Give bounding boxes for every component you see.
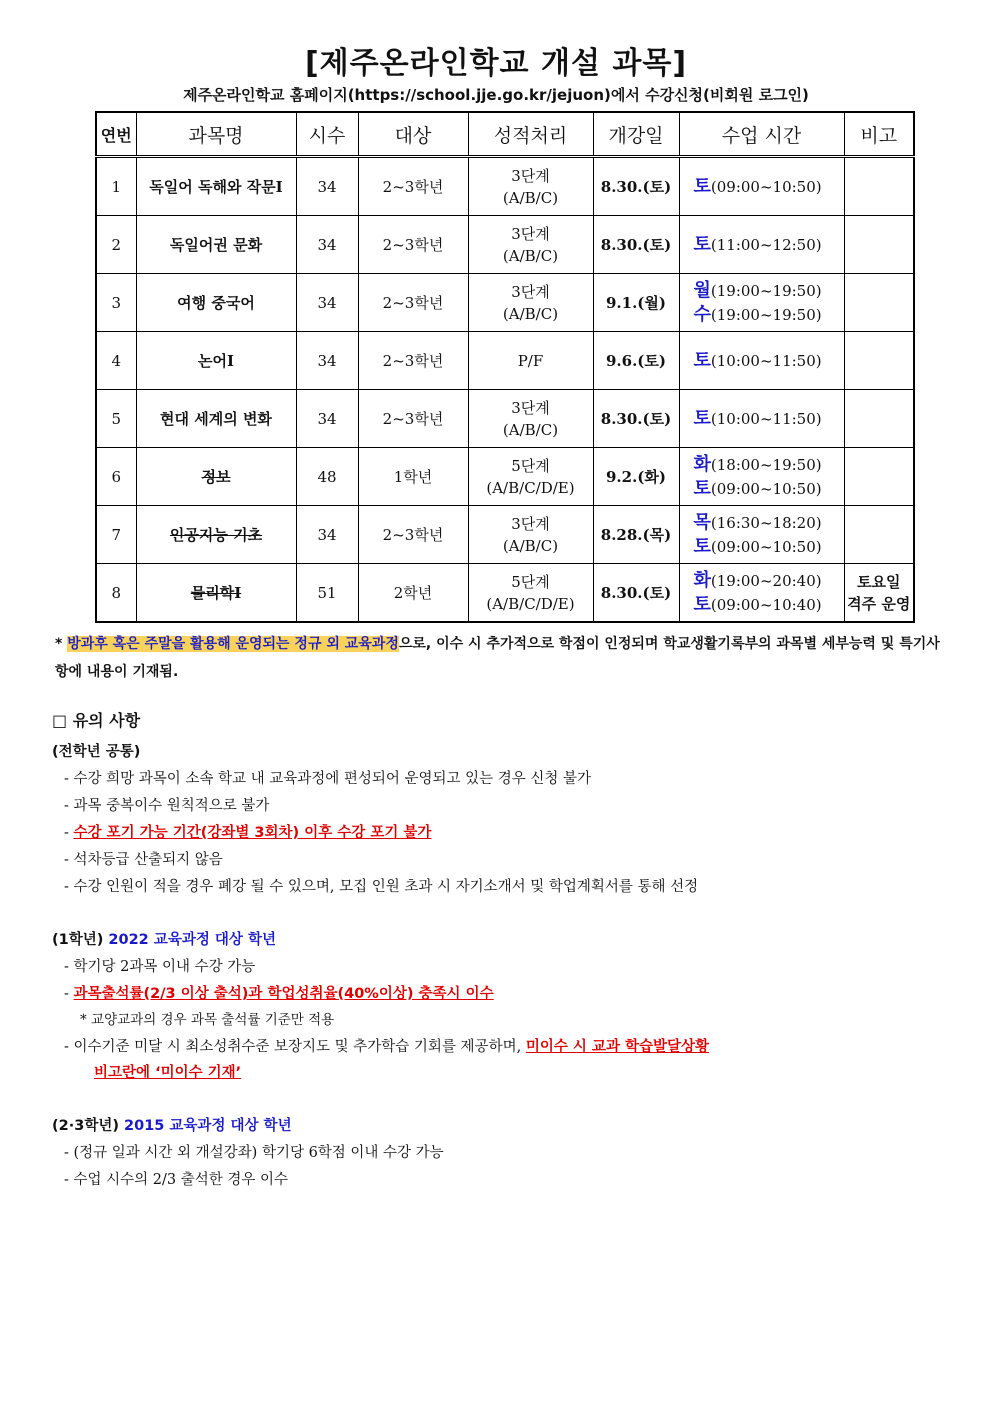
cell-hours: 34	[296, 390, 358, 448]
cell-date: 8.30.(토)	[593, 216, 679, 274]
header-note: 비고	[844, 112, 914, 157]
header-date: 개강일	[593, 112, 679, 157]
table-row	[96, 157, 914, 216]
cell-no: 6	[96, 448, 136, 506]
header-grade: 성적처리	[468, 112, 593, 157]
common-line-4: - 석차등급 산출되지 않음	[64, 852, 223, 868]
common-line-2: - 과목 중복이수 원칙적으로 불가	[64, 798, 270, 814]
cell-target: 2학년	[358, 564, 468, 623]
table-row	[96, 332, 914, 390]
cell-hours: 48	[296, 448, 358, 506]
cell-date: 9.6.(토)	[593, 332, 679, 390]
page-title: [제주온라인학교 개설 과목]	[304, 46, 688, 81]
common-line-1: - 수강 희망 과목이 소속 학교 내 교육과정에 편성되어 운영되고 있는 경우 신청 불가	[64, 771, 592, 787]
cell-grade: 3단계 (A/B/C)	[468, 274, 593, 332]
cell-target: 2~3학년	[358, 216, 468, 274]
cell-time: 화(19:00~20:40) 토(09:00~10:40)	[679, 564, 844, 623]
cell-hours: 51	[296, 564, 358, 623]
cell-name: 여행 중국어	[136, 274, 296, 332]
cell-date: 8.28.(목)	[593, 506, 679, 564]
cell-note	[844, 274, 914, 332]
table-header-row	[96, 112, 914, 157]
cell-date: 8.30.(토)	[593, 390, 679, 448]
grade1-line-4: - 이수기준 미달 시 최소성취수준 보장지도 및 추가학습 기회를 제공하며, 미이수 시 교과 학습발달상황	[64, 1039, 710, 1055]
header-hours: 시수	[296, 112, 358, 157]
cell-time: 토(09:00~10:50)	[679, 157, 844, 216]
cell-target: 2~3학년	[358, 390, 468, 448]
grade1-line-5: 비고란에 ‘미이수 기재’	[94, 1065, 242, 1081]
header-no: 연번	[96, 112, 136, 157]
cell-target: 2~3학년	[358, 157, 468, 216]
header-target: 대상	[358, 112, 468, 157]
cell-grade: P/F	[468, 332, 593, 390]
cell-no: 1	[96, 157, 136, 216]
cell-note	[844, 157, 914, 216]
common-line-3: - 수강 포기 가능 기간(강좌별 3회차) 이후 수강 포기 불가	[64, 825, 432, 841]
cell-target: 2~3학년	[358, 506, 468, 564]
cell-no: 4	[96, 332, 136, 390]
cell-time: 목(16:30~18:20) 토(09:00~10:50)	[679, 506, 844, 564]
grade1-line-3: * 교양교과의 경우 과목 출석률 기준만 적용	[80, 1012, 335, 1028]
cell-no: 8	[96, 564, 136, 623]
cell-time: 토(10:00~11:50)	[679, 332, 844, 390]
cell-hours: 34	[296, 506, 358, 564]
cell-grade: 5단계 (A/B/C/D/E)	[468, 564, 593, 623]
cell-grade: 3단계 (A/B/C)	[468, 216, 593, 274]
table-row	[96, 274, 914, 332]
cell-time: 월(19:00~19:50) 수(19:00~19:50)	[679, 274, 844, 332]
cell-grade: 3단계 (A/B/C)	[468, 390, 593, 448]
cell-name: 정보	[136, 448, 296, 506]
table-row	[96, 216, 914, 274]
cell-hours: 34	[296, 274, 358, 332]
cell-note: 토요일 격주 운영	[844, 564, 914, 623]
table-row	[96, 390, 914, 448]
notes-heading: □ 유의 사항	[52, 711, 141, 730]
cell-name: 논어Ⅰ	[136, 332, 296, 390]
cell-note	[844, 216, 914, 274]
star-note: * 방과후 혹은 주말을 활용해 운영되는 정규 외 교육과정으로, 이수 시 추가적으로 학점이 인정되며 학교생활기록부의 과목별 세부능력 및 특기사항에 내용이 기재됨.	[55, 636, 940, 680]
cell-target: 2~3학년	[358, 332, 468, 390]
highlight-text: 방과후 혹은 주말을 활용해 운영되는 정규 외 교육과정	[67, 636, 399, 652]
cell-note	[844, 506, 914, 564]
course-table	[95, 111, 915, 623]
common-line-5: - 수강 인원이 적을 경우 폐강 될 수 있으며, 모집 인원 초과 시 자기소개서 및 학업계획서를 통해 선정	[64, 879, 699, 895]
cell-grade: 5단계 (A/B/C/D/E)	[468, 448, 593, 506]
cell-hours: 34	[296, 216, 358, 274]
cell-time: 토(11:00~12:50)	[679, 216, 844, 274]
cell-note	[844, 390, 914, 448]
cell-date: 9.1.(월)	[593, 274, 679, 332]
grade23-line-1: - (정규 일과 시간 외 개설강좌) 학기당 6학점 이내 수강 가능	[64, 1145, 444, 1161]
cell-note	[844, 332, 914, 390]
header-name: 과목명	[136, 112, 296, 157]
common-title: (전학년 공통)	[52, 744, 141, 760]
cell-hours: 34	[296, 332, 358, 390]
cell-note	[844, 448, 914, 506]
homepage-link[interactable]: https://school.jje.go.kr/jejuon	[354, 86, 605, 104]
cell-name: 독일어 독해와 작문Ⅰ	[136, 157, 296, 216]
grade1-title: (1학년) 2022 교육과정 대상 학년	[52, 932, 276, 948]
cell-no: 3	[96, 274, 136, 332]
cell-time: 토(10:00~11:50)	[679, 390, 844, 448]
grade1-line-2: - 과목출석률(2/3 이상 출석)과 학업성취율(40%이상) 충족시 이수	[64, 986, 494, 1002]
cell-name: 독일어권 문화	[136, 216, 296, 274]
grade1-line-1: - 학기당 2과목 이내 수강 가능	[64, 959, 256, 975]
cell-target: 1학년	[358, 448, 468, 506]
cell-grade: 3단계 (A/B/C)	[468, 157, 593, 216]
table-row	[96, 448, 914, 506]
cell-date: 9.2.(화)	[593, 448, 679, 506]
cell-target: 2~3학년	[358, 274, 468, 332]
grade23-title: (2·3학년) 2015 교육과정 대상 학년	[52, 1118, 292, 1134]
cell-time: 화(18:00~19:50) 토(09:00~10:50)	[679, 448, 844, 506]
cell-date: 8.30.(토)	[593, 157, 679, 216]
grade23-line-2: - 수업 시수의 2/3 출석한 경우 이수	[64, 1172, 288, 1188]
table-row	[96, 564, 914, 623]
cell-no: 7	[96, 506, 136, 564]
table-row	[96, 506, 914, 564]
page-subtitle: 제주온라인학교 홈페이지(https://school.jje.go.kr/jejuon)에서 수강신청(비회원 로그인)	[183, 86, 809, 104]
cell-no: 2	[96, 216, 136, 274]
cell-grade: 3단계 (A/B/C)	[468, 506, 593, 564]
cell-name: 인공지능 기초	[136, 506, 296, 564]
cell-hours: 34	[296, 157, 358, 216]
cell-no: 5	[96, 390, 136, 448]
cell-date: 8.30.(토)	[593, 564, 679, 623]
cell-name: 현대 세계의 변화	[136, 390, 296, 448]
header-time: 수업 시간	[679, 112, 844, 157]
cell-name: 물리학Ⅰ	[136, 564, 296, 623]
